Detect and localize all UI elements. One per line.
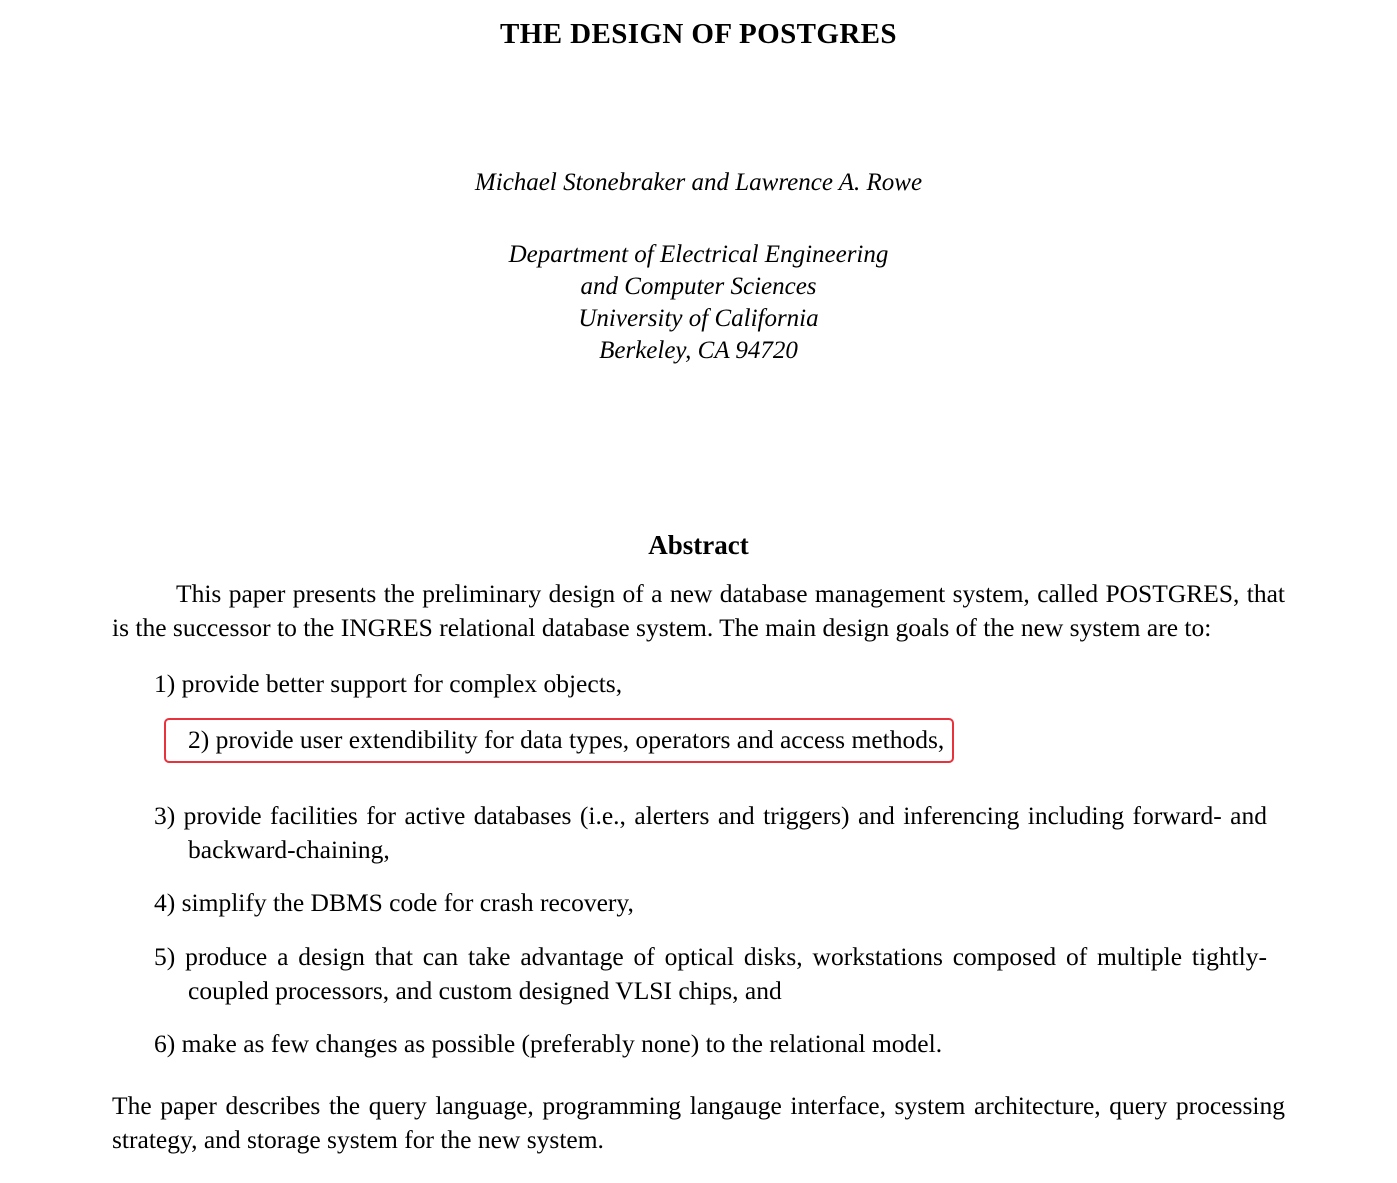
- design-goals-list: [112, 667, 1285, 1061]
- affiliation-line-1: Department of Electrical Engineering: [508, 241, 889, 268]
- affiliation-line-3: University of California: [578, 305, 819, 332]
- highlight-annotation: [112, 720, 1285, 780]
- list-item: 3) provide facilities for active databases (i.e., alerters and triggers) and inferencing including forward- and backward-chaining,: [154, 801, 1267, 865]
- affiliation-line-2: and Computer Sciences: [580, 273, 817, 300]
- abstract-closing-paragraph: The paper describes the query language, programming langauge interface, system architecture, query processing strategy, and storage system for the new system.: [112, 1091, 1285, 1154]
- abstract-intro-text: This paper presents the preliminary design of a new database management system, called POSTGRES, that is the successor to the INGRES relational database system. The main design goals of the new system are to:: [112, 579, 1285, 642]
- abstract-heading: Abstract: [648, 530, 749, 560]
- abstract-intro-paragraph: [112, 577, 1285, 645]
- paper-page: [0, 18, 1397, 1183]
- list-item: 1) provide better support for complex objects,: [154, 668, 623, 698]
- list-item-highlighted: 2) provide user extendibility for data types, operators and access methods,: [166, 720, 952, 761]
- list-item: 5) produce a design that can take advantage of optical disks, workstations composed of multiple tightly-coupled processors, and custom designed VLSI chips, and: [154, 941, 1267, 1005]
- page-title: THE DESIGN OF POSTGRES: [500, 18, 897, 50]
- affiliation-block: [112, 239, 1285, 367]
- affiliation-line-4: Berkeley, CA 94720: [599, 337, 798, 364]
- list-item: 4) simplify the DBMS code for crash recovery,: [154, 888, 634, 918]
- list-item: 6) make as few changes as possible (preferably none) to the relational model.: [154, 1028, 943, 1058]
- author-line: Michael Stonebraker and Lawrence A. Rowe: [474, 169, 923, 196]
